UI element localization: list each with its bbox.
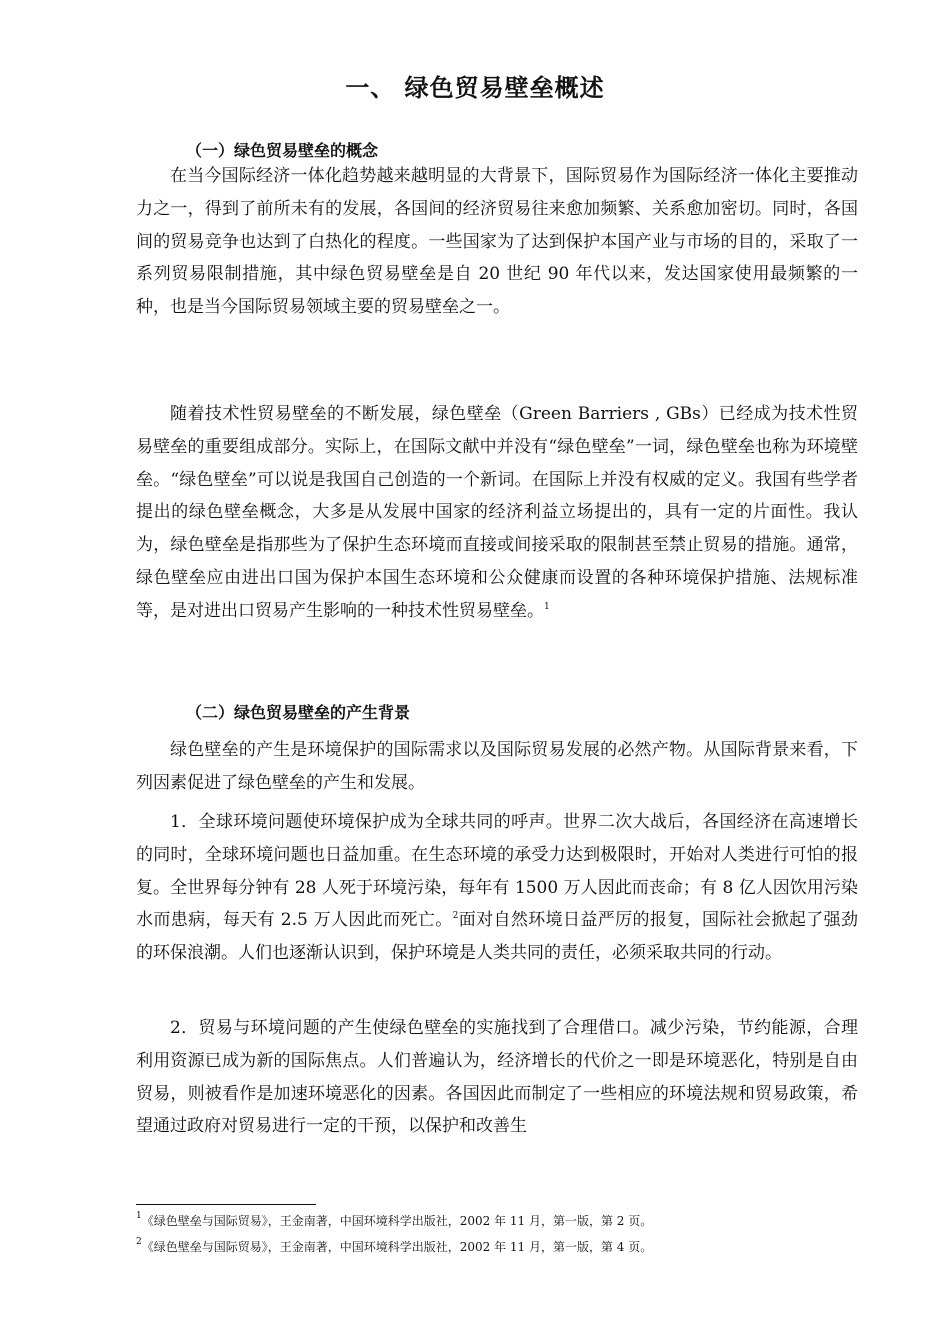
footnote-divider	[136, 1204, 316, 1205]
paragraph-background-2-text-b: 面对自然环境日益严厉的报复，国际社会掀起了强劲的环保浪潮。人们也逐渐认识到，保护环境是人类共同的责任，必须采取共同的行动。	[136, 910, 859, 964]
paragraph-concept-2-text: 随着技术性贸易壁垒的不断发展，绿色壁垒（Green Barriers , GBs）已经成为技术性贸易壁垒的重要组成部分。实际上，在国际文献中并没有“绿色壁垒”一词，绿色壁垒也称为环境壁垒。“绿色壁垒”可以说是我国自己创造的一个新词。在国际上并没有权威的定义。我国有些学者提出的绿色壁垒概念，大多是从发展中国家的经济利益立场提出的，具有一定的片面性。我认为，绿色壁垒是指那些为了保护生态环境而直接或间接采取的限制甚至禁止贸易的措施。通常，绿色壁垒应由进出口国为保护本国生态环境和公众健康而设置的各种环境保护措施、法规标准等，是对进出口贸易产生影响的一种技术性贸易壁垒。	[136, 404, 858, 621]
footnote-ref-1: 1	[544, 601, 550, 612]
page-title: 一、 绿色贸易壁垒概述	[345, 74, 605, 102]
footnote-1	[136, 1212, 876, 1230]
paragraph-concept-1: 在当今国际经济一体化趋势越来越明显的大背景下，国际贸易作为国际经济一体化主要推动力之一，得到了前所未有的发展，各国间的经济贸易往来愈加频繁、关系愈加密切。同时，各国间的贸易竞争也达到了白热化的程度。一些国家为了达到保护本国产业与市场的目的，采取了一系列贸易限制措施，其中绿色贸易壁垒是自 20 世纪 90 年代以来，发达国家使用最频繁的一种，也是当今国际贸易领域主要的贸易壁垒之一。	[136, 166, 858, 318]
footnote-text: 《绿色壁垒与国际贸易》，王金南著，中国环境科学出版社，2002 年 11 月，第一版，第 2 页。	[141, 1214, 653, 1228]
paragraph-background-2	[136, 806, 858, 970]
footnote-number: 1	[136, 1211, 142, 1221]
paragraph-concept-2	[136, 398, 858, 628]
section-heading-background: （二）绿色贸易壁垒的产生背景	[186, 703, 411, 722]
footnote-ref-2: 2	[452, 911, 459, 922]
paragraph-background-1: 绿色壁垒的产生是环境保护的国际需求以及国际贸易发展的必然产物。从国际背景来看，下列因素促进了绿色壁垒的产生和发展。	[136, 740, 858, 793]
paragraph-background-2-text-a: 1．全球环境问题使环境保护成为全球共同的呼声。世界二次大战后，各国经济在高速增长的同时，全球环境问题也日益加重。在生态环境的承受力达到极限时，开始对人类进行可怕的报复。全世界每分钟有 28 人死于环境污染，每年有 1500 万人因此而丧命；有 8 亿人因饮用污染水而患病，每天有 2.5 万人因此而死亡。	[136, 812, 858, 931]
footnote-text: 《绿色壁垒与国际贸易》，王金南著，中国环境科学出版社，2002 年 11 月，第一版，第 4 页。	[141, 1240, 653, 1254]
footnote-number: 2	[136, 1237, 142, 1247]
section-heading-concept: （一）绿色贸易壁垒的概念	[186, 141, 379, 160]
footnote-2	[136, 1238, 876, 1256]
paragraph-background-3: 2．贸易与环境问题的产生使绿色壁垒的实施找到了合理借口。减少污染，节约能源，合理利用资源已成为新的国际焦点。人们普遍认为，经济增长的代价之一即是环境恶化，特别是自由贸易，则被看作是加速环境恶化的因素。各国因此而制定了一些相应的环境法规和贸易政策，希望通过政府对贸易进行一定的干预，以保护和改善生	[136, 1018, 858, 1137]
